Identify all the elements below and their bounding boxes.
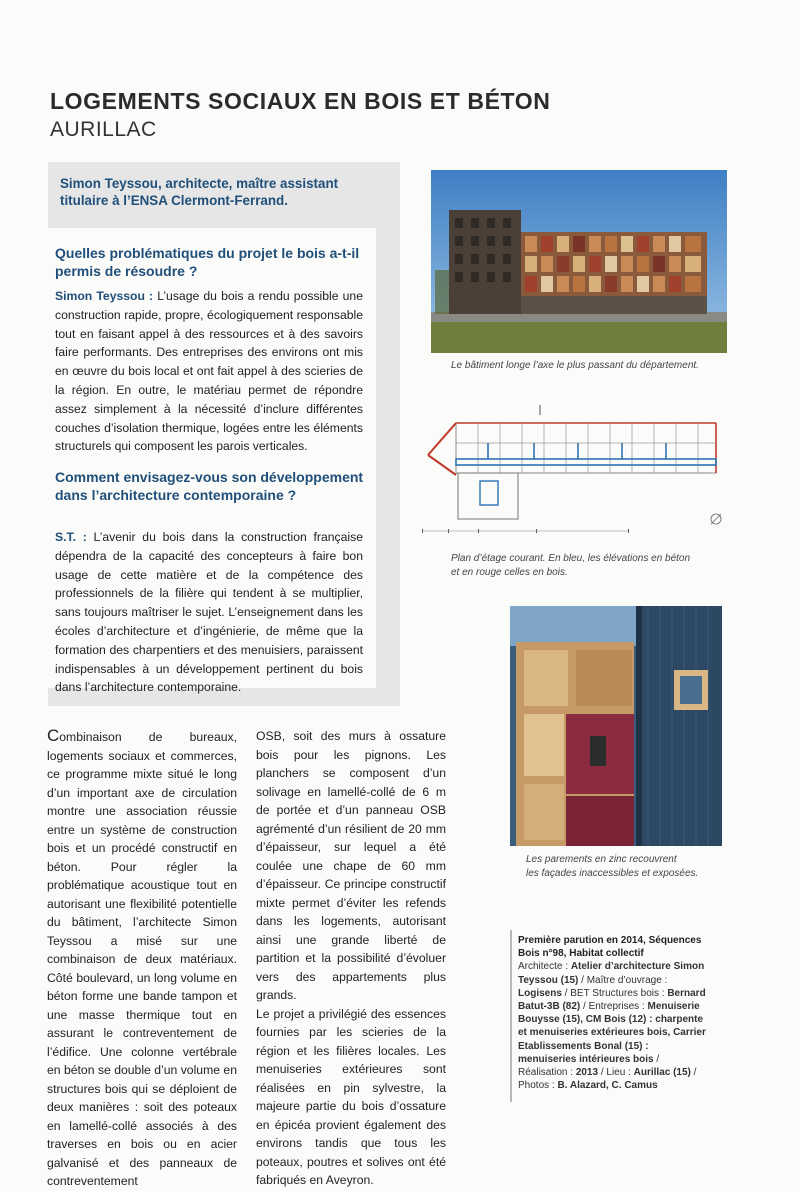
interview-answer-2 xyxy=(55,528,363,697)
facade-photo-caption-line-1: Les parements en zinc recouvrent xyxy=(526,854,677,865)
credits-bet-label: / BET Structures bois : xyxy=(561,987,668,999)
credits-companies: Menuiserie Bouysse (15), CM Bois (12) : charpente et menuiseries extérieures bois, Carrier Etablissements Bonal (15) : menuiseries intérieures bois xyxy=(518,1001,706,1065)
facade-photo xyxy=(510,606,722,846)
credits-photos-label: / Photos : xyxy=(518,1067,697,1092)
credits-realisation: 2013 xyxy=(575,1067,599,1079)
credits-realisation-label: / Réalisation : xyxy=(518,1053,660,1079)
credits-owner: Logisens xyxy=(518,987,562,999)
building-photo-caption: Le bâtiment longe l’axe le plus passant du département. xyxy=(451,360,699,371)
answer-1-text: L’usage du bois a rendu possible une construction rapide, propre, écologiquement responsable tout en faisant appel à des ressources et à des savoirs faire performants. Des entreprises des environs ont mis en œuvre du bois local et ont fait appel à des scieries de la région. En outre, le matériau permet de répondre assez simplement à la nécessité d’inclure différentes couches d’isolation thermique, logées entre les éléments structurels qui composent les parois verticales. xyxy=(55,289,363,454)
credits-rule xyxy=(510,930,512,1102)
article-column-1-text: ombinaison de bureaux, logements sociaux et commerces, ce programme mixte situé le long d’un important axe de circulation montre une association réussie entre un système de construction bois et un procédé constructif en béton. Pour régler la problématique acoustique tout en autorisant une flexibilité potentielle du bâtiment, l’architecte Simon Teyssou a misé sur une combinaison de deux matériaux. Côté boulevard, un long volume en béton forme une bande tampon et une masse thermique tout en assurant le contreventement de l’édifice. Une colonne vertébrale en béton se double d’un volume en structures bois qui se déploient de deux manières : soit des poteaux en lamellé-collé associés à des traverses en bois ou en acier galvanisé et des panneaux de contreventement xyxy=(47,730,237,1188)
credits-owner-label: / Maître d’ouvrage : xyxy=(578,974,668,986)
credits-block xyxy=(518,934,708,1092)
answer-2-text: L’avenir du bois dans la construction française dépendra de la capacité des concepteurs à faire bon usage de cette matière et de la compétence des professionnels de la filière qui tendent à se multiplier, sans toujours maîtriser le sujet. L’enseignement dans les écoles d’architecture et d’ingénierie, de même que la formation des charpentiers et des menuisiers, paraissent indispensables à un développement pertinent du bois dans l’architecture contemporaine. xyxy=(55,530,363,695)
credits-companies-label: / Entreprises : xyxy=(580,1001,648,1013)
floor-plan-caption-line-2: et en rouge celles en bois. xyxy=(451,567,568,578)
article-column-2-paragraph-2: Le projet a privilégié des essences fournies par les scieries de la région et les filières locales. Les menuiseries extérieures sont réalisées en pin sylvestre, la majeure partie du bois d’ossature en épicéa provient également des environs tandis que tous les poteaux, poutres et solives ont été fabriqués en Aveyron. xyxy=(256,1006,446,1187)
answer-2-speaker: S.T. : xyxy=(55,530,87,544)
credits-bet: Bernard Batut-3B (82) xyxy=(518,987,706,1013)
floor-plan-caption-line-1: Plan d’étage courant. En bleu, les élévations en béton xyxy=(451,553,691,564)
interview-answer-1 xyxy=(55,287,363,456)
interview-question-2: Comment envisagez-vous son développement dans l’architecture contemporaine ? xyxy=(55,469,364,503)
interview-question-1: Quelles problématiques du projet le bois a-t-il permis de résoudre ? xyxy=(55,245,360,279)
credits-place-label: / Lieu : xyxy=(598,1067,634,1079)
credits-architect: Atelier d’architecture Simon Teyssou (15) xyxy=(518,961,705,986)
building-photo xyxy=(431,170,727,353)
page-title: LOGEMENTS SOCIAUX EN BOIS ET BÉTON xyxy=(50,88,551,114)
credits-lead: Première parution en 2014, Séquences Bois n°98, Habitat collectif xyxy=(518,935,702,960)
floor-plan-drawing xyxy=(418,403,728,533)
page-subtitle: AURILLAC xyxy=(50,118,157,141)
answer-1-speaker: Simon Teyssou : xyxy=(55,289,154,303)
floor-plan-caption xyxy=(451,552,690,580)
credits-photos: B. Alazard, C. Camus xyxy=(557,1080,658,1092)
article-dropcap: C xyxy=(47,726,60,745)
article-column-2-paragraph-1: OSB, soit des murs à ossature bois pour les pignons. Les planchers se composent d’un solivage en lamellé-collé de 6 m de portée et d’un panneau OSB agrémenté d’un résilient de 20 mm d’épaisseur, sur lequel a été coulée une chape de 60 mm d’épaisseur. Ce principe constructif mixte permet d’éviter les refends dans les logements, autorisant ainsi une grande liberté de partition et la possibilité d’évoluer vers des appartements plus grands. xyxy=(256,729,446,1002)
credits-architect-label: Architecte : xyxy=(518,961,571,973)
facade-photo-caption-line-2: les façades inaccessibles et exposées. xyxy=(526,868,699,879)
interview-intro: Simon Teyssou, architecte, maître assistant titulaire à l’ENSA Clermont-Ferrand. xyxy=(60,176,339,208)
article-column-2 xyxy=(256,727,446,1190)
credits-place: Aurillac (15) xyxy=(633,1067,691,1079)
facade-photo-caption xyxy=(526,853,698,881)
article-column-1 xyxy=(47,727,237,1191)
